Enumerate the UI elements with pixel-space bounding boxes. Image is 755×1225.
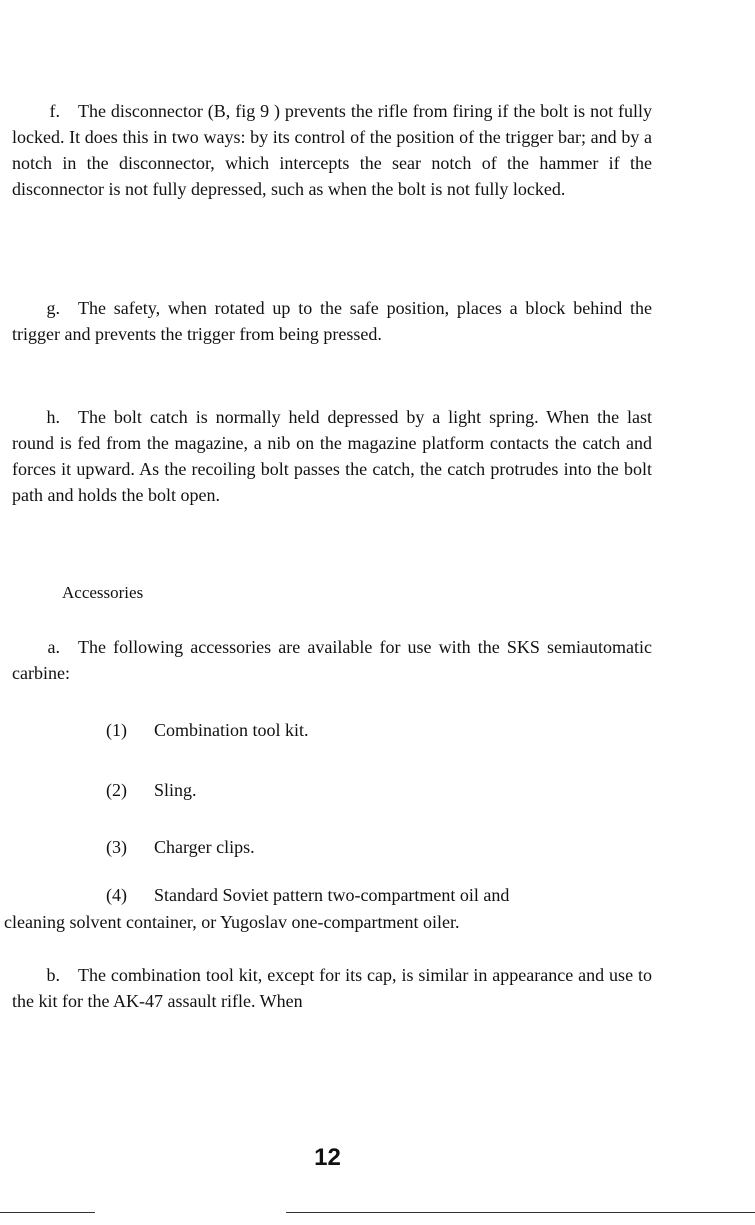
list-item [106, 777, 197, 803]
list-item-number: (2) [106, 780, 127, 800]
paragraph-g [12, 295, 652, 347]
paragraph-h-marker: h. [46, 407, 60, 427]
accessories-intro-text: The following accessories are available for use with the SKS semiautomatic carbine: [12, 637, 652, 683]
list-item [106, 882, 509, 908]
paragraph-h [12, 404, 652, 508]
paragraph-b-text: The combination tool kit, except for its cap, is similar in appearance and use to the kit for the AK-47 assault rifle. When [12, 965, 652, 1011]
paragraph-f-text: The disconnector (B, fig 9 ) prevents the rifle from firing if the bolt is not fully locked. It does this in two ways: by its control of the position of the trigger bar; and by a notch in the disconnector, which intercepts the sear notch of the hammer if the disconnector is not fully depressed, such as when the bolt is not fully locked. [12, 101, 652, 199]
list-item-text: Standard Soviet pattern two-compartment oil and [154, 885, 510, 905]
footer-rule-right [286, 1212, 755, 1213]
accessories-intro [12, 634, 652, 686]
footer-rule-left [0, 1212, 95, 1213]
list-item-text: Charger clips. [154, 837, 255, 857]
accessories-intro-marker: a. [47, 637, 60, 657]
paragraph-h-text: The bolt catch is normally held depressed by a light spring. When the last round is fed from the magazine, a nib on the magazine platform contacts the catch and forces it upward. As the recoiling bolt passes the catch, the catch protrudes into the bolt path and holds the bolt open. [12, 407, 652, 505]
paragraph-f-marker: f. [49, 101, 60, 121]
list-item-number: (3) [106, 837, 127, 857]
paragraph-g-text: The safety, when rotated up to the safe position, places a block behind the trigger and prevents the trigger from being pressed. [12, 298, 652, 344]
paragraph-f [12, 98, 652, 202]
list-item [106, 717, 309, 743]
list-item-number: (1) [106, 720, 127, 740]
list-item [106, 834, 255, 860]
list-item-text: Combination tool kit. [154, 720, 309, 740]
list-item-continuation: cleaning solvent container, or Yugoslav one-compartment oiler. [4, 912, 460, 932]
paragraph-b-marker: b. [46, 965, 60, 985]
paragraph-g-marker: g. [46, 298, 60, 318]
section-heading: Accessories [62, 583, 144, 602]
paragraph-b [12, 962, 652, 1014]
list-item-text: Sling. [154, 780, 197, 800]
page-number: 12 [314, 1144, 341, 1171]
list-item-number: (4) [106, 885, 127, 905]
